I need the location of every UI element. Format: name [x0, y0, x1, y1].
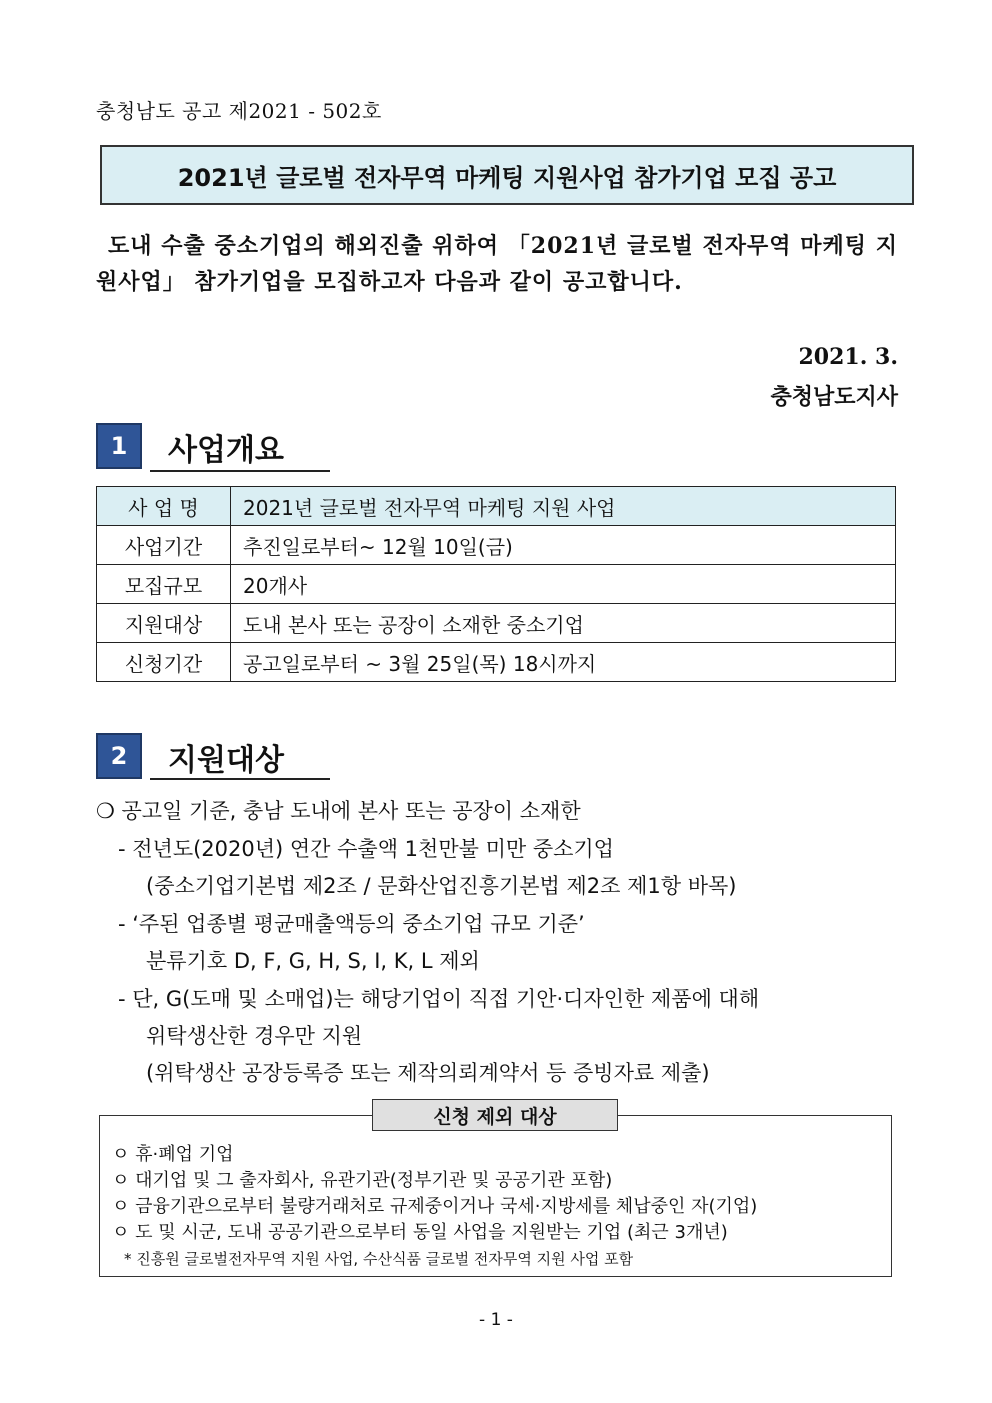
eligibility-line: ❍ 공고일 기준, 충남 도내에 본사 또는 공장이 소재한 [96, 799, 581, 823]
page-number: - 1 - [479, 1310, 513, 1330]
exclusion-item: ㅇ 휴·폐업 기업 [112, 1144, 234, 1165]
intro-paragraph: 도내 수출 중소기업의 해외진출 위하여 「2021년 글로벌 전자무역 마케팅 지원사업」 참가기업을 모집하고자 다음과 같이 공고합니다. [96, 233, 898, 295]
table-row [97, 604, 896, 643]
row-key: 사 업 명 [97, 487, 231, 526]
row-key: 사업기간 [97, 526, 231, 565]
exclusion-item: ㅇ 도 및 시군, 도내 공공기관으로부터 동일 사업을 지원받는 기업 (최근 3개년) [112, 1222, 728, 1243]
row-value: 20개사 [231, 565, 896, 604]
section-2-title: 지원대상 [168, 743, 284, 778]
eligibility-line: 위탁생산한 경우만 지원 [146, 1024, 363, 1048]
announcement-date: 2021. 3. [798, 344, 898, 370]
table-row [97, 643, 896, 682]
row-key: 모집규모 [97, 565, 231, 604]
eligibility-line: 분류기호 D, F, G, H, S, I, K, L 제외 [146, 949, 480, 973]
row-value: 공고일로부터 ~ 3월 25일(목) 18시까지 [231, 643, 896, 682]
table-row [97, 565, 896, 604]
eligibility-line: - 단, G(도매 및 소매업)는 해당기업이 직접 기안·디자인한 제품에 대해 [118, 987, 760, 1011]
row-key: 신청기간 [97, 643, 231, 682]
row-value: 추진일로부터~ 12월 10일(금) [231, 526, 896, 565]
row-key: 지원대상 [97, 604, 231, 643]
row-value: 2021년 글로벌 전자무역 마케팅 지원 사업 [231, 487, 896, 526]
notice-number: 충청남도 공고 제2021 - 502호 [96, 99, 382, 123]
section-1-number: 1 [96, 423, 142, 469]
section-2-underline [150, 778, 330, 780]
section-1-title: 사업개요 [168, 433, 284, 468]
exclusion-title: 신청 제외 대상 [372, 1099, 618, 1131]
table-row [97, 526, 896, 565]
table-row [97, 487, 896, 526]
overview-table [96, 486, 896, 682]
row-value: 도내 본사 또는 공장이 소재한 중소기업 [231, 604, 896, 643]
exclusion-item: ㅇ 대기업 및 그 출자회사, 유관기관(정부기관 및 공공기관 포함) [112, 1170, 613, 1191]
announcement-title: 2021년 글로벌 전자무역 마케팅 지원사업 참가기업 모집 공고 [100, 145, 914, 205]
issuer: 충청남도지사 [770, 384, 898, 410]
eligibility-line: (위탁생산 공장등록증 또는 제작의뢰계약서 등 증빙자료 제출) [146, 1061, 710, 1085]
exclusion-note: * 진흥원 글로벌전자무역 지원 사업, 수산식품 글로벌 전자무역 지원 사업 포함 [124, 1250, 634, 1268]
eligibility-line: - 전년도(2020년) 연간 수출액 1천만불 미만 중소기업 [118, 837, 614, 861]
exclusion-item: ㅇ 금융기관으로부터 불량거래처로 규제중이거나 국세·지방세를 체납중인 자(기업) [112, 1196, 758, 1217]
section-2-number: 2 [96, 733, 142, 779]
eligibility-line: (중소기업기본법 제2조 / 문화산업진흥기본법 제2조 제1항 바목) [146, 874, 737, 898]
eligibility-line: - ‘주된 업종별 평균매출액등의 중소기업 규모 기준’ [118, 912, 585, 936]
section-1-underline [150, 470, 330, 472]
